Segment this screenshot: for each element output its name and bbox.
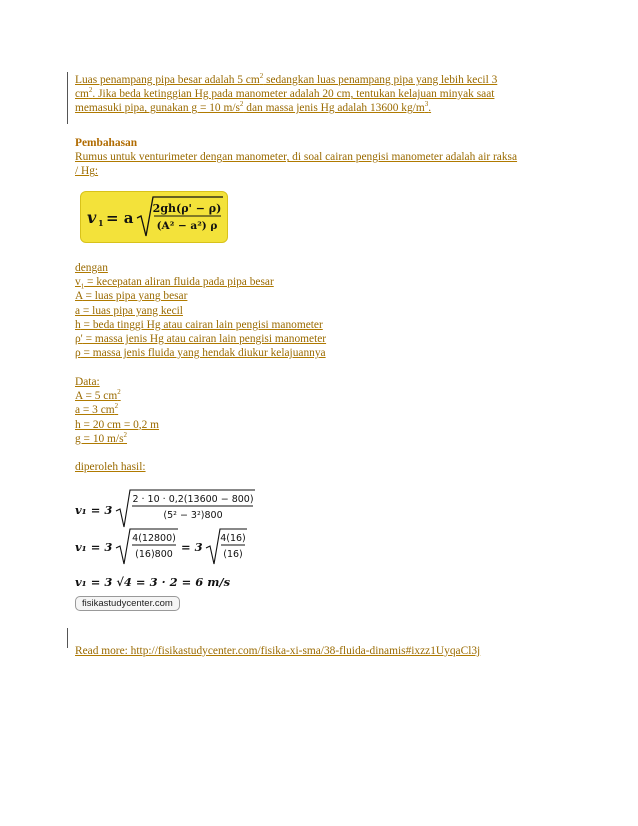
calc-row1-lhs: v₁ = 3 — [75, 503, 113, 517]
definition-item[interactable]: A = luas pipa yang besar — [75, 290, 188, 303]
formula-image — [80, 191, 228, 243]
calc-row2-den2: (16) — [223, 549, 243, 560]
question-line: sedangkan luas penampang pipa yang lebih kecil 3 — [263, 74, 498, 86]
data-item[interactable]: g = 10 $m/s^2$ — [75, 431, 128, 445]
data-item[interactable]: a = 3 $cm^2$ — [75, 402, 119, 417]
calc-row2-den: (16)800 — [135, 549, 173, 560]
question-line: memasuki pipa, gunakan g = 10 m/s — [75, 102, 240, 115]
data-item[interactable]: h = 20 cm = 0,2 m — [75, 418, 160, 431]
quote-bar — [67, 72, 68, 124]
definition-item[interactable]: h = beda tinggi Hg atau cairan lain pengisi manometer — [75, 318, 323, 331]
question-line: cm — [75, 88, 89, 101]
definition-item[interactable]: a = luas pipa yang kecil — [75, 304, 183, 317]
watermark-label: fisikastudycenter.com — [75, 596, 180, 611]
superscript: 2 — [259, 72, 264, 81]
question-paragraph[interactable] — [75, 73, 575, 116]
pembahasan-text[interactable]: / Hg: — [75, 165, 99, 178]
definition-item[interactable]: ρ = massa jenis fluida yang hendak diukur kelajuannya — [75, 347, 326, 360]
calc-row3: v₁ = 3 √4 = 3 · 2 = 6 m/s — [75, 575, 231, 589]
data-section — [75, 375, 575, 446]
pembahasan-text[interactable]: Rumus untuk venturimeter dengan manometer, di soal cairan pengisi manometer adalah air raksa — [75, 151, 518, 164]
formula-denominator: (A² − a²) ρ — [156, 220, 218, 232]
data-item[interactable]: A = 5 $cm^2$ — [75, 388, 121, 403]
pembahasan-title: Pembahasan — [75, 137, 138, 149]
formula-numerator: 2gh(ρ' − ρ) — [152, 202, 222, 215]
pembahasan-section — [75, 136, 575, 179]
calc-row1-den: (5² − 3²)800 — [163, 510, 223, 521]
read-more-link[interactable]: Read more: http://fisikastudycenter.com/fisika-xi-sma/38-fluida-dinamis#ixzz1UyqaCl3j — [75, 645, 481, 657]
data-title[interactable]: Data: — [75, 376, 100, 388]
definition-item[interactable]: ρ' = massa jenis Hg atau cairan lain pengisi manometer — [75, 333, 327, 346]
formula-svg — [81, 192, 227, 242]
question-line: . — [428, 102, 432, 115]
definitions-intro[interactable]: dengan — [75, 262, 108, 274]
formula-lhs: v — [87, 208, 97, 227]
calculation-svg — [75, 487, 275, 597]
question-line: Luas penampang pipa besar adalah 5 cm — [75, 74, 260, 86]
superscript: 3 — [424, 100, 429, 109]
superscript: 2 — [88, 86, 93, 95]
calc-row2-num: 4(12800) — [132, 533, 176, 544]
formula-equals: = a — [106, 209, 134, 227]
calc-row2-lhs: v₁ = 3 — [75, 540, 113, 554]
formula-lhs-sub: 1 — [98, 218, 104, 228]
quote-bar — [67, 628, 68, 648]
calc-row1-num: 2 · 10 · 0,2(13600 − 800) — [132, 494, 254, 505]
calc-row2-num2: 4(16) — [220, 533, 246, 544]
calculation-image — [75, 487, 275, 612]
question-line: . Jika beda ketinggian Hg pada manometer adalah 20 cm, tentukan kelajuan minyak saat — [92, 88, 495, 101]
superscript: 2 — [239, 100, 244, 109]
definition-item[interactable]: $v_1$ = kecepatan aliran fluida pada pipa besar — [75, 276, 274, 291]
question-line: dan massa jenis Hg adalah 13600 kg/m — [243, 102, 425, 115]
definitions-section — [75, 261, 575, 360]
result-intro[interactable]: diperoleh hasil: — [75, 461, 146, 473]
calc-row2-mid: = 3 — [181, 540, 203, 554]
